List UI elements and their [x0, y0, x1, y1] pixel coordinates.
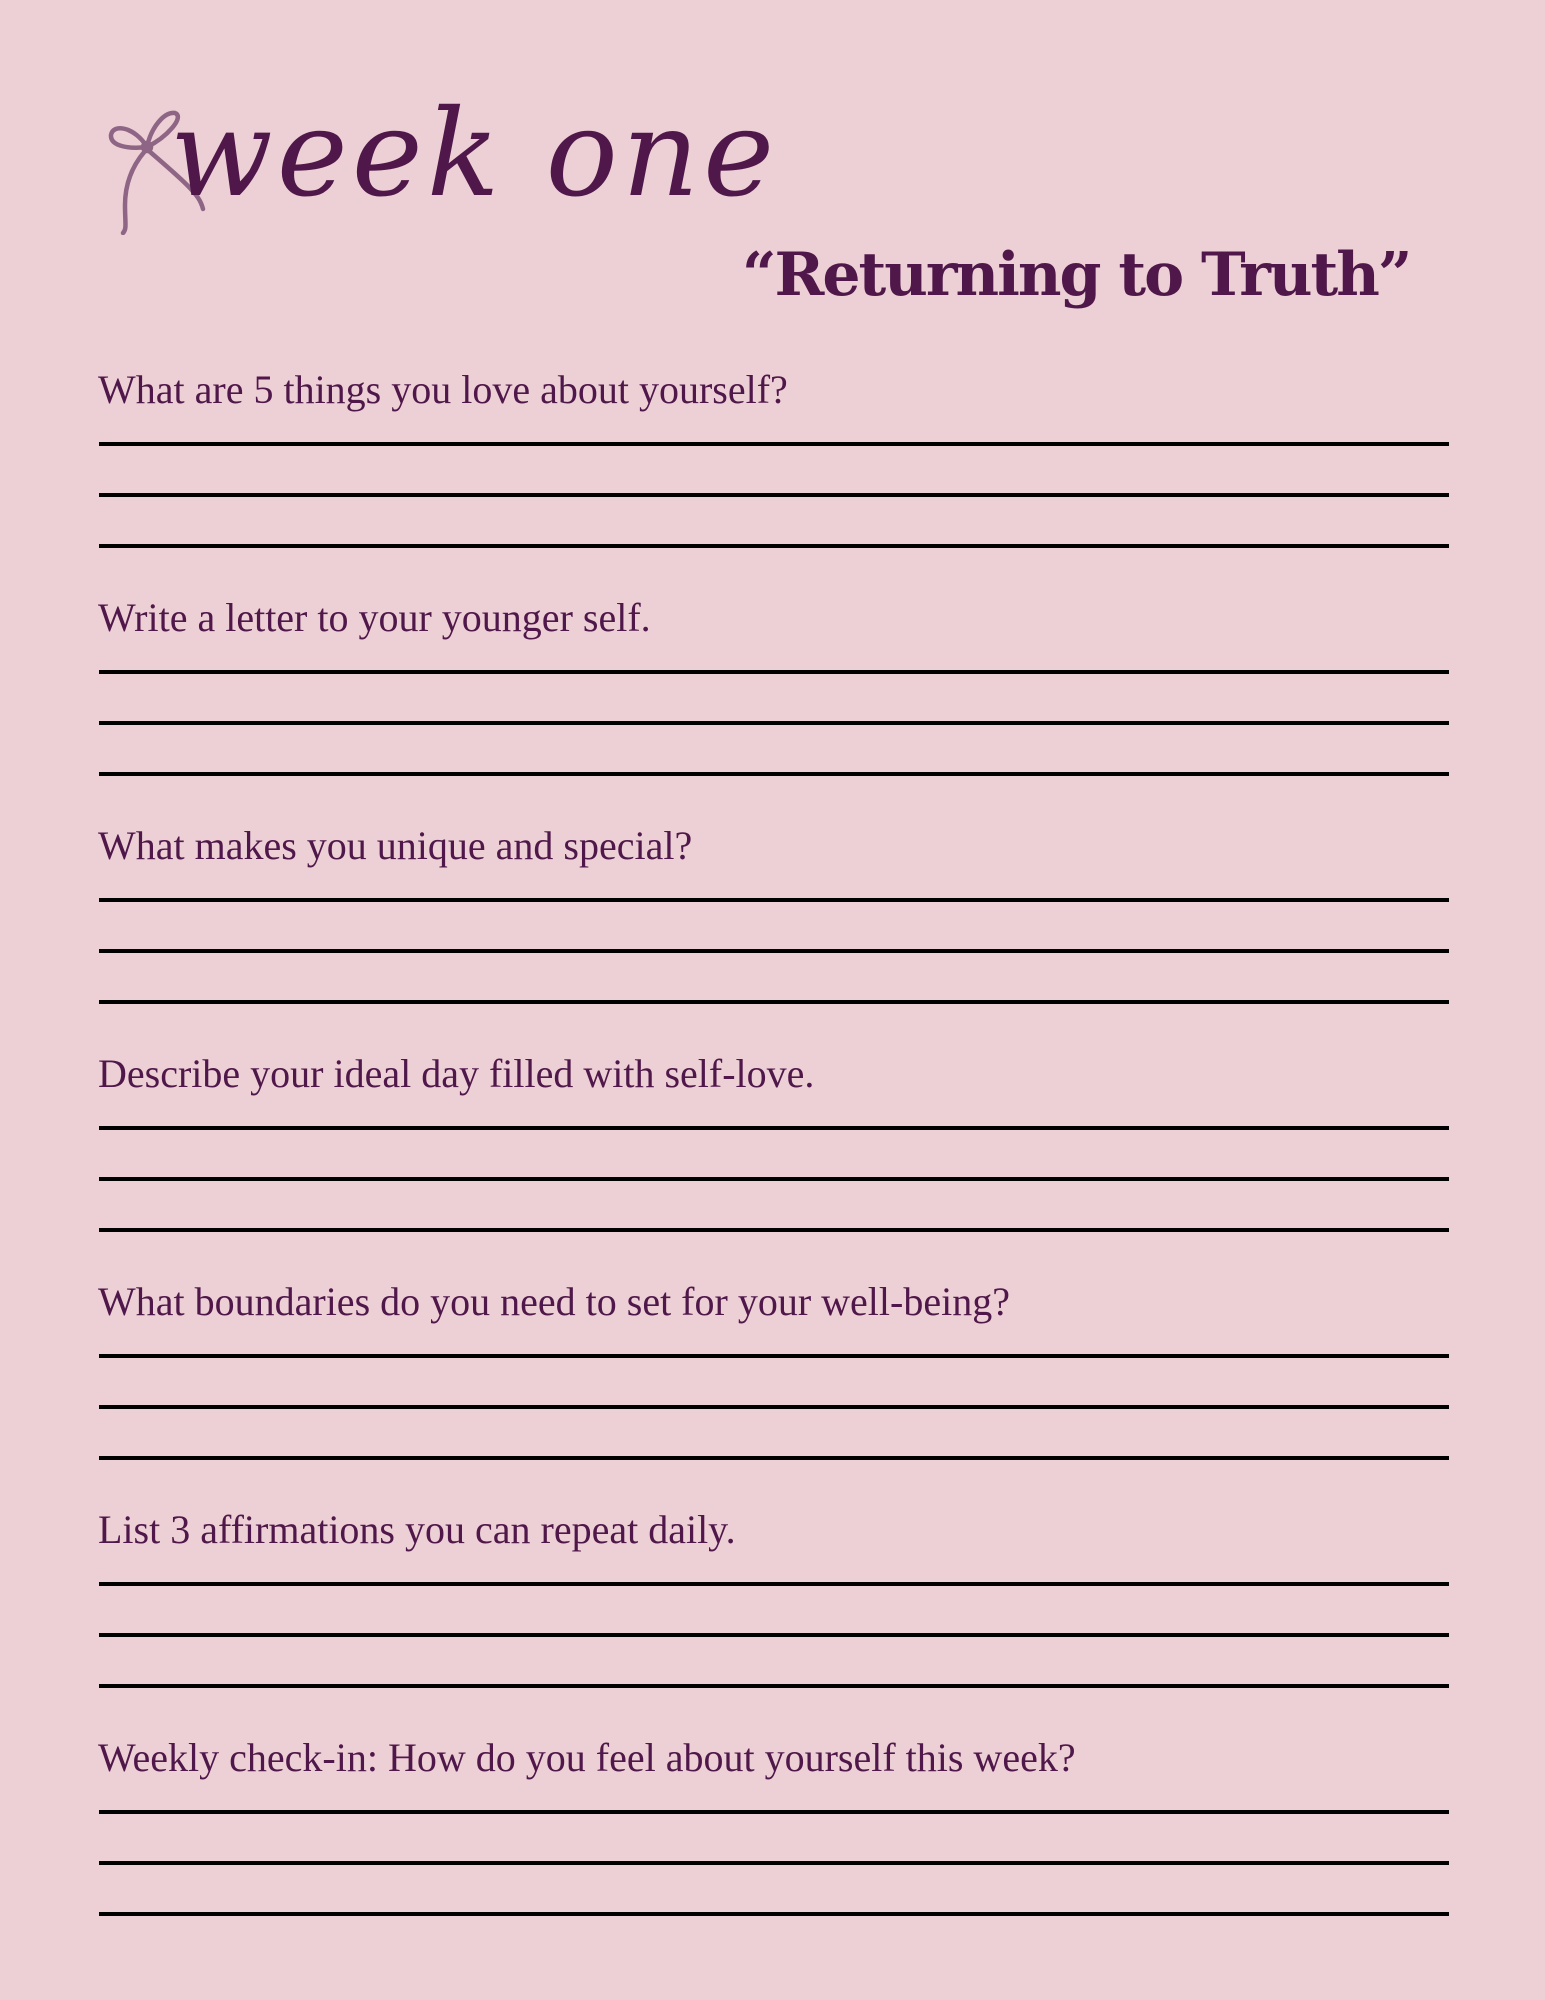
answer-line[interactable]	[99, 1912, 1449, 1916]
prompt-question-5: What boundaries do you need to set for your well-being?	[98, 1279, 1010, 1324]
answer-line[interactable]	[99, 1861, 1449, 1865]
prompt-section-2	[0, 588, 1545, 816]
answer-line[interactable]	[99, 670, 1449, 674]
answer-line[interactable]	[99, 721, 1449, 725]
answer-line[interactable]	[99, 1228, 1449, 1232]
prompt-question-6: List 3 affirmations you can repeat daily.	[98, 1507, 736, 1552]
week-title: week one	[170, 85, 779, 224]
answer-line[interactable]	[99, 1684, 1449, 1688]
prompt-section-5	[0, 1272, 1545, 1500]
answer-line[interactable]	[99, 1456, 1449, 1460]
answer-line[interactable]	[99, 544, 1449, 548]
answer-line[interactable]	[99, 1126, 1449, 1130]
answer-line[interactable]	[99, 1177, 1449, 1181]
prompt-section-6	[0, 1500, 1545, 1728]
answer-line[interactable]	[99, 1810, 1449, 1814]
answer-line[interactable]	[99, 1405, 1449, 1409]
answer-line[interactable]	[99, 949, 1449, 953]
answer-line[interactable]	[99, 1354, 1449, 1358]
answer-line[interactable]	[99, 1582, 1449, 1586]
prompt-question-1: What are 5 things you love about yourself?	[98, 367, 788, 412]
prompt-section-1	[0, 360, 1545, 588]
prompt-question-4: Describe your ideal day filled with self-love.	[98, 1051, 815, 1096]
answer-line[interactable]	[99, 1633, 1449, 1637]
prompt-section-7	[0, 1728, 1545, 1956]
prompt-question-7: Weekly check-in: How do you feel about yourself this week?	[98, 1735, 1076, 1780]
prompt-section-4	[0, 1044, 1545, 1272]
prompt-question-2: Write a letter to your younger self.	[98, 595, 651, 640]
prompt-section-3	[0, 816, 1545, 1044]
answer-line[interactable]	[99, 898, 1449, 902]
answer-line[interactable]	[99, 493, 1449, 497]
answer-line[interactable]	[99, 1000, 1449, 1004]
week-subtitle: “Returning to Truth”	[742, 240, 1411, 310]
answer-line[interactable]	[99, 442, 1449, 446]
prompt-question-3: What makes you unique and special?	[98, 823, 693, 868]
answer-line[interactable]	[99, 772, 1449, 776]
